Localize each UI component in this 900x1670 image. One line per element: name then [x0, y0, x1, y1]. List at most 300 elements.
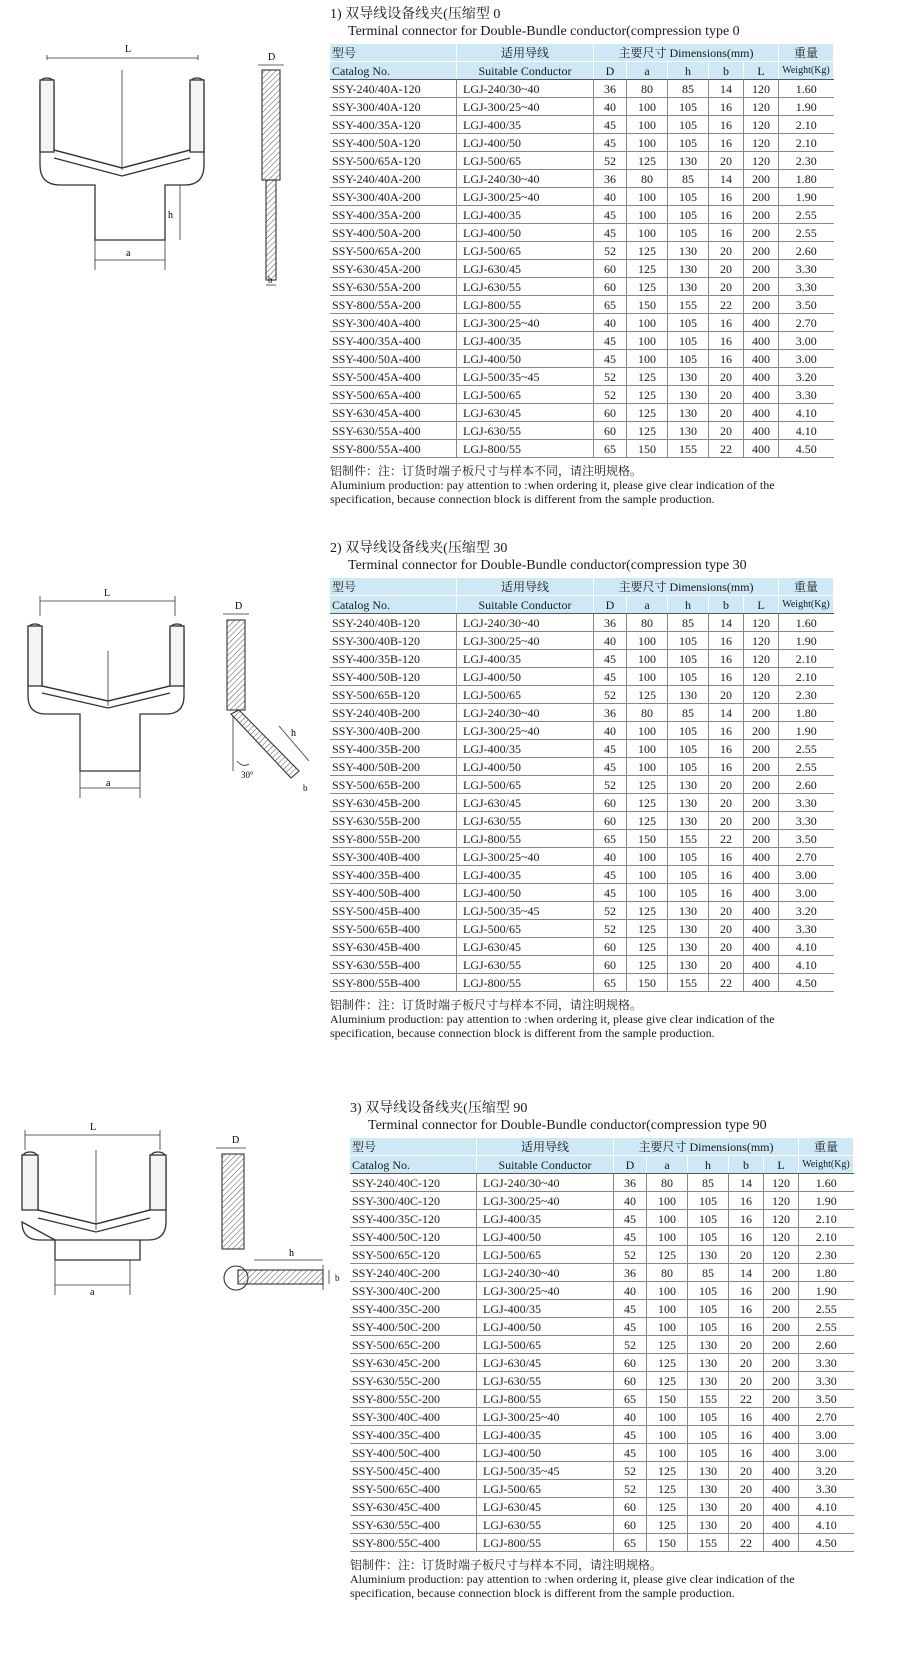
- catalog-cell: SSY-400/35B-200: [330, 740, 457, 758]
- catalog-cell: SSY-240/40B-120: [330, 614, 457, 632]
- table-row: [350, 1318, 854, 1336]
- l-cell: 200: [764, 1282, 799, 1300]
- weight-cell: 1.80: [779, 170, 834, 188]
- d-cell: 60: [594, 956, 627, 974]
- d-cell: 60: [594, 794, 627, 812]
- a-cell: 100: [647, 1192, 688, 1210]
- a-cell: 100: [647, 1408, 688, 1426]
- table-row: [330, 98, 834, 116]
- weight-cell: 1.80: [779, 704, 834, 722]
- conductor-cell: LGJ-500/35~45: [457, 368, 594, 386]
- a-cell: 80: [627, 80, 668, 98]
- d-cell: 40: [594, 722, 627, 740]
- conductor-cell: LGJ-630/55: [457, 422, 594, 440]
- b-cell: 20: [709, 902, 744, 920]
- table-row: [350, 1210, 854, 1228]
- l-cell: 120: [764, 1228, 799, 1246]
- table-row: [330, 170, 834, 188]
- b-cell: 16: [709, 866, 744, 884]
- catalog-cell: SSY-500/45C-400: [350, 1462, 477, 1480]
- label-b: b: [303, 783, 308, 793]
- a-cell: 125: [627, 386, 668, 404]
- header-catalog-en: Catalog No.: [330, 62, 457, 80]
- conductor-cell: LGJ-400/50: [477, 1318, 614, 1336]
- l-cell: 200: [744, 296, 779, 314]
- l-cell: 200: [764, 1300, 799, 1318]
- d-cell: 60: [594, 812, 627, 830]
- header-model-cn: 型号: [350, 1138, 477, 1156]
- l-cell: 120: [744, 686, 779, 704]
- weight-cell: 1.90: [779, 188, 834, 206]
- label-a: a: [126, 248, 131, 259]
- h-cell: 130: [668, 422, 709, 440]
- weight-cell: 2.70: [779, 314, 834, 332]
- d-cell: 45: [594, 650, 627, 668]
- d-cell: 40: [594, 848, 627, 866]
- weight-cell: 1.80: [799, 1264, 854, 1282]
- table-row: [330, 386, 834, 404]
- header-conductor-en: Suitable Conductor: [457, 596, 594, 614]
- conductor-cell: LGJ-630/55: [477, 1372, 614, 1390]
- d-cell: 65: [614, 1534, 647, 1552]
- l-cell: 200: [744, 812, 779, 830]
- d-cell: 60: [614, 1354, 647, 1372]
- conductor-cell: LGJ-400/50: [457, 668, 594, 686]
- conductor-cell: LGJ-630/45: [457, 260, 594, 278]
- h-cell: 130: [688, 1516, 729, 1534]
- table-row: [330, 422, 834, 440]
- catalog-cell: SSY-800/55A-200: [330, 296, 457, 314]
- spec-table-body: [330, 614, 834, 992]
- header-l: L: [744, 596, 779, 614]
- h-cell: 85: [668, 170, 709, 188]
- a-cell: 100: [627, 116, 668, 134]
- l-cell: 400: [744, 902, 779, 920]
- b-cell: 20: [729, 1336, 764, 1354]
- a-cell: 125: [647, 1480, 688, 1498]
- catalog-cell: SSY-400/35B-400: [330, 866, 457, 884]
- conductor-cell: LGJ-800/55: [457, 830, 594, 848]
- weight-cell: 3.00: [779, 350, 834, 368]
- table-row: [350, 1408, 854, 1426]
- catalog-cell: SSY-500/65B-200: [330, 776, 457, 794]
- conductor-cell: LGJ-300/25~40: [457, 722, 594, 740]
- conductor-cell: LGJ-240/30~40: [457, 170, 594, 188]
- label-D: D: [235, 601, 243, 612]
- a-cell: 125: [627, 152, 668, 170]
- a-cell: 125: [647, 1462, 688, 1480]
- table-row: [350, 1336, 854, 1354]
- l-cell: 120: [744, 632, 779, 650]
- section-title-en: Terminal connector for Double-Bundle conductor(compression type 90: [368, 1118, 767, 1133]
- d-cell: 65: [594, 440, 627, 458]
- weight-cell: 2.30: [799, 1246, 854, 1264]
- table-row: [330, 956, 834, 974]
- weight-cell: 1.90: [779, 722, 834, 740]
- h-cell: 130: [688, 1462, 729, 1480]
- a-cell: 150: [627, 830, 668, 848]
- catalog-cell: SSY-400/50C-200: [350, 1318, 477, 1336]
- l-cell: 400: [744, 386, 779, 404]
- b-cell: 16: [709, 116, 744, 134]
- weight-cell: 2.55: [799, 1300, 854, 1318]
- b-cell: 22: [709, 296, 744, 314]
- conductor-cell: LGJ-400/35: [457, 116, 594, 134]
- d-cell: 60: [594, 938, 627, 956]
- b-cell: 14: [709, 704, 744, 722]
- l-cell: 120: [764, 1192, 799, 1210]
- catalog-cell: SSY-630/55C-200: [350, 1372, 477, 1390]
- b-cell: 20: [729, 1246, 764, 1264]
- header-h: h: [688, 1156, 729, 1174]
- note: [350, 1558, 854, 1600]
- header-b: b: [729, 1156, 764, 1174]
- b-cell: 16: [709, 206, 744, 224]
- conductor-cell: LGJ-400/50: [477, 1444, 614, 1462]
- table-row: [330, 938, 834, 956]
- table-row: [330, 188, 834, 206]
- a-cell: 100: [627, 206, 668, 224]
- b-cell: 14: [709, 80, 744, 98]
- a-cell: 100: [627, 350, 668, 368]
- a-cell: 100: [627, 134, 668, 152]
- front-view-drawing: [0, 1100, 200, 1330]
- conductor-cell: LGJ-400/35: [457, 866, 594, 884]
- d-cell: 52: [614, 1462, 647, 1480]
- conductor-cell: LGJ-300/25~40: [477, 1282, 614, 1300]
- h-cell: 105: [688, 1426, 729, 1444]
- b-cell: 20: [709, 404, 744, 422]
- h-cell: 130: [668, 278, 709, 296]
- l-cell: 120: [764, 1210, 799, 1228]
- conductor-cell: LGJ-500/65: [477, 1480, 614, 1498]
- l-cell: 400: [744, 884, 779, 902]
- catalog-cell: SSY-630/45A-200: [330, 260, 457, 278]
- h-cell: 105: [668, 650, 709, 668]
- h-cell: 105: [688, 1318, 729, 1336]
- conductor-cell: LGJ-400/50: [457, 884, 594, 902]
- b-cell: 20: [709, 776, 744, 794]
- a-cell: 100: [627, 314, 668, 332]
- weight-cell: 3.00: [799, 1426, 854, 1444]
- b-cell: 16: [729, 1300, 764, 1318]
- table-row: [350, 1354, 854, 1372]
- table-row: [330, 260, 834, 278]
- spec-table: [330, 578, 834, 992]
- h-cell: 85: [668, 80, 709, 98]
- l-cell: 120: [744, 152, 779, 170]
- h-cell: 130: [668, 902, 709, 920]
- b-cell: 20: [709, 686, 744, 704]
- d-cell: 40: [594, 632, 627, 650]
- l-cell: 200: [764, 1354, 799, 1372]
- side-view-drawing: [244, 40, 294, 290]
- weight-cell: 2.30: [779, 152, 834, 170]
- h-cell: 105: [668, 134, 709, 152]
- b-cell: 16: [729, 1408, 764, 1426]
- catalog-cell: SSY-630/55A-200: [330, 278, 457, 296]
- catalog-cell: SSY-800/55B-200: [330, 830, 457, 848]
- table-row: [330, 830, 834, 848]
- weight-cell: 2.60: [779, 242, 834, 260]
- conductor-cell: LGJ-240/30~40: [457, 704, 594, 722]
- a-cell: 100: [647, 1318, 688, 1336]
- d-cell: 52: [594, 776, 627, 794]
- l-cell: 200: [744, 776, 779, 794]
- h-cell: 105: [668, 758, 709, 776]
- table-row: [330, 740, 834, 758]
- l-cell: 120: [764, 1246, 799, 1264]
- catalog-cell: SSY-300/40C-120: [350, 1192, 477, 1210]
- b-cell: 16: [729, 1426, 764, 1444]
- b-cell: 14: [729, 1264, 764, 1282]
- l-cell: 400: [764, 1534, 799, 1552]
- conductor-cell: LGJ-800/55: [457, 296, 594, 314]
- weight-cell: 4.10: [779, 956, 834, 974]
- note-cn: 铝制件：注：订货时端子板尺寸与样本不同，请注明规格。: [330, 464, 643, 478]
- d-cell: 45: [594, 350, 627, 368]
- header-conductor-cn: 适用导线: [477, 1138, 614, 1156]
- d-cell: 45: [594, 668, 627, 686]
- weight-cell: 2.10: [799, 1210, 854, 1228]
- b-cell: 16: [709, 134, 744, 152]
- h-cell: 105: [668, 740, 709, 758]
- header-h: h: [668, 596, 709, 614]
- l-cell: 120: [764, 1174, 799, 1192]
- conductor-cell: LGJ-300/25~40: [457, 314, 594, 332]
- catalog-cell: SSY-630/55C-400: [350, 1516, 477, 1534]
- a-cell: 80: [647, 1264, 688, 1282]
- catalog-cell: SSY-400/50B-400: [330, 884, 457, 902]
- catalog-cell: SSY-500/65A-400: [330, 386, 457, 404]
- h-cell: 155: [668, 440, 709, 458]
- table-row: [350, 1444, 854, 1462]
- a-cell: 125: [647, 1246, 688, 1264]
- weight-cell: 4.50: [779, 974, 834, 992]
- l-cell: 400: [744, 848, 779, 866]
- h-cell: 105: [668, 116, 709, 134]
- a-cell: 150: [647, 1534, 688, 1552]
- h-cell: 105: [668, 224, 709, 242]
- table-row: [330, 152, 834, 170]
- conductor-cell: LGJ-400/35: [477, 1426, 614, 1444]
- weight-cell: 1.60: [799, 1174, 854, 1192]
- l-cell: 200: [744, 188, 779, 206]
- d-cell: 45: [614, 1300, 647, 1318]
- conductor-cell: LGJ-300/25~40: [457, 632, 594, 650]
- label-L: L: [90, 1122, 97, 1133]
- weight-cell: 4.10: [779, 938, 834, 956]
- header-conductor-en: Suitable Conductor: [477, 1156, 614, 1174]
- catalog-cell: SSY-240/40C-120: [350, 1174, 477, 1192]
- l-cell: 400: [744, 350, 779, 368]
- catalog-cell: SSY-300/40B-400: [330, 848, 457, 866]
- h-cell: 130: [668, 686, 709, 704]
- l-cell: 200: [744, 170, 779, 188]
- weight-cell: 3.20: [799, 1462, 854, 1480]
- d-cell: 45: [594, 740, 627, 758]
- a-cell: 100: [647, 1228, 688, 1246]
- a-cell: 100: [627, 632, 668, 650]
- b-cell: 16: [729, 1318, 764, 1336]
- table-row: [350, 1300, 854, 1318]
- catalog-cell: SSY-500/65C-400: [350, 1480, 477, 1498]
- catalog-cell: SSY-630/55A-400: [330, 422, 457, 440]
- conductor-cell: LGJ-300/25~40: [477, 1408, 614, 1426]
- header-conductor-cn: 适用导线: [457, 578, 594, 596]
- h-cell: 155: [668, 296, 709, 314]
- catalog-cell: SSY-400/50A-400: [330, 350, 457, 368]
- catalog-cell: SSY-400/35A-400: [330, 332, 457, 350]
- conductor-cell: LGJ-630/55: [477, 1516, 614, 1534]
- table-row: [330, 866, 834, 884]
- h-cell: 130: [668, 152, 709, 170]
- b-cell: 20: [709, 278, 744, 296]
- l-cell: 200: [744, 740, 779, 758]
- d-cell: 45: [594, 332, 627, 350]
- header-conductor-cn: 适用导线: [457, 44, 594, 62]
- d-cell: 45: [614, 1210, 647, 1228]
- h-cell: 85: [668, 614, 709, 632]
- d-cell: 52: [594, 242, 627, 260]
- catalog-cell: SSY-300/40C-400: [350, 1408, 477, 1426]
- b-cell: 20: [709, 242, 744, 260]
- table-row: [330, 332, 834, 350]
- catalog-cell: SSY-400/35C-120: [350, 1210, 477, 1228]
- conductor-cell: LGJ-400/50: [457, 134, 594, 152]
- header-catalog-en: Catalog No.: [350, 1156, 477, 1174]
- table-row: [330, 278, 834, 296]
- conductor-cell: LGJ-800/55: [457, 974, 594, 992]
- conductor-cell: LGJ-240/30~40: [457, 80, 594, 98]
- conductor-cell: LGJ-800/55: [457, 440, 594, 458]
- l-cell: 400: [744, 404, 779, 422]
- catalog-cell: SSY-300/40C-200: [350, 1282, 477, 1300]
- conductor-cell: LGJ-500/65: [477, 1336, 614, 1354]
- table-row: [330, 614, 834, 632]
- a-cell: 125: [627, 278, 668, 296]
- h-cell: 105: [668, 350, 709, 368]
- conductor-cell: LGJ-500/65: [477, 1246, 614, 1264]
- a-cell: 100: [627, 866, 668, 884]
- a-cell: 100: [627, 722, 668, 740]
- section-title-en: Terminal connector for Double-Bundle conductor(compression type 0: [348, 24, 740, 39]
- table-row: [350, 1264, 854, 1282]
- d-cell: 36: [594, 704, 627, 722]
- d-cell: 40: [594, 98, 627, 116]
- table-row: [330, 902, 834, 920]
- l-cell: 120: [744, 134, 779, 152]
- catalog-cell: SSY-630/55B-400: [330, 956, 457, 974]
- note: [330, 464, 834, 506]
- d-cell: 36: [594, 80, 627, 98]
- a-cell: 100: [627, 668, 668, 686]
- b-cell: 20: [729, 1354, 764, 1372]
- catalog-cell: SSY-500/65C-200: [350, 1336, 477, 1354]
- catalog-cell: SSY-400/50A-120: [330, 134, 457, 152]
- section-compression-30: [0, 541, 900, 1076]
- b-cell: 14: [709, 170, 744, 188]
- weight-cell: 4.10: [799, 1516, 854, 1534]
- weight-cell: 4.10: [779, 404, 834, 422]
- h-cell: 105: [668, 206, 709, 224]
- note: [330, 998, 834, 1040]
- l-cell: 400: [764, 1480, 799, 1498]
- a-cell: 100: [627, 224, 668, 242]
- table-row: [350, 1174, 854, 1192]
- b-cell: 14: [709, 614, 744, 632]
- catalog-cell: SSY-400/35A-120: [330, 116, 457, 134]
- l-cell: 200: [764, 1372, 799, 1390]
- h-cell: 105: [688, 1282, 729, 1300]
- catalog-cell: SSY-500/65C-120: [350, 1246, 477, 1264]
- conductor-cell: LGJ-500/65: [457, 152, 594, 170]
- l-cell: 400: [744, 866, 779, 884]
- d-cell: 65: [594, 830, 627, 848]
- weight-cell: 1.90: [779, 98, 834, 116]
- b-cell: 20: [709, 920, 744, 938]
- table-row: [330, 884, 834, 902]
- b-cell: 20: [709, 368, 744, 386]
- weight-cell: 4.50: [779, 440, 834, 458]
- b-cell: 16: [709, 98, 744, 116]
- conductor-cell: LGJ-240/30~40: [477, 1264, 614, 1282]
- spec-table: [350, 1138, 854, 1552]
- table-row: [330, 116, 834, 134]
- weight-cell: 3.30: [799, 1480, 854, 1498]
- catalog-cell: SSY-400/35B-120: [330, 650, 457, 668]
- conductor-cell: LGJ-630/55: [457, 812, 594, 830]
- catalog-cell: SSY-500/45B-400: [330, 902, 457, 920]
- label-h: h: [289, 1248, 294, 1259]
- weight-cell: 3.30: [799, 1372, 854, 1390]
- b-cell: 16: [729, 1210, 764, 1228]
- catalog-cell: SSY-500/65B-400: [330, 920, 457, 938]
- b-cell: 20: [709, 812, 744, 830]
- table-row: [330, 704, 834, 722]
- note-en-line1: Aluminium production: pay attention to :when ordering it, please give clear indication of the: [330, 1012, 775, 1026]
- header-b: b: [709, 596, 744, 614]
- conductor-cell: LGJ-240/30~40: [457, 614, 594, 632]
- table-row: [330, 650, 834, 668]
- l-cell: 400: [744, 956, 779, 974]
- h-cell: 105: [668, 884, 709, 902]
- b-cell: 22: [729, 1534, 764, 1552]
- header-d: D: [614, 1156, 647, 1174]
- a-cell: 100: [627, 188, 668, 206]
- header-conductor-en: Suitable Conductor: [457, 62, 594, 80]
- weight-cell: 1.60: [779, 614, 834, 632]
- table-row: [330, 974, 834, 992]
- table-row: [330, 134, 834, 152]
- a-cell: 125: [627, 920, 668, 938]
- h-cell: 105: [688, 1192, 729, 1210]
- table-row: [330, 350, 834, 368]
- catalog-cell: SSY-400/50C-400: [350, 1444, 477, 1462]
- header-a: a: [647, 1156, 688, 1174]
- h-cell: 85: [668, 704, 709, 722]
- a-cell: 100: [647, 1300, 688, 1318]
- b-cell: 16: [709, 188, 744, 206]
- label-D: D: [232, 1135, 240, 1146]
- weight-cell: 1.90: [779, 632, 834, 650]
- a-cell: 125: [647, 1372, 688, 1390]
- l-cell: 400: [744, 314, 779, 332]
- b-cell: 16: [729, 1444, 764, 1462]
- catalog-cell: SSY-800/55C-200: [350, 1390, 477, 1408]
- label-b: b: [268, 275, 273, 285]
- side-view-drawing: [219, 596, 319, 806]
